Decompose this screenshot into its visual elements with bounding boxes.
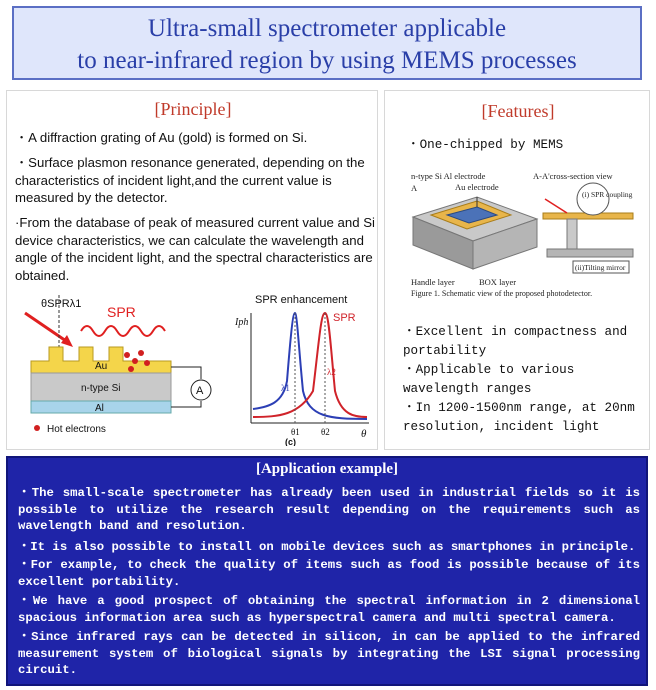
title-line-2: to near-infrared region by using MEMS processes xyxy=(77,47,577,74)
lambda1-label: λ1 xyxy=(281,383,290,393)
fig-label-handle: Handle layer xyxy=(411,277,455,287)
graph-title: SPR enhancement xyxy=(255,294,348,306)
fig-label-section: A-A'cross-section view xyxy=(533,171,613,181)
y-axis-label: Iph xyxy=(235,317,249,328)
graph-spr-label: SPR xyxy=(333,312,356,324)
features-heading: [Features] xyxy=(481,101,555,121)
series-lambda2 xyxy=(253,313,367,417)
application-panel xyxy=(6,456,648,686)
feature-item-1: ・Excellent in compactness and portability xyxy=(403,325,628,358)
application-item-5: ・Since infrared rays can be detected in silicon, in can be applied to the infrared measurement system of biological signals by integrating the LSI signal processing circuit. xyxy=(18,630,640,677)
spr-device-diagram xyxy=(11,291,221,446)
section-light-ray xyxy=(545,199,567,213)
application-item-1: ・The small-scale spectrometer has already been used in industrial fields so it is possible to utilize the research result depending on the requirements such as wavelength band and resolution. xyxy=(18,486,640,533)
application-item-3: ・For example, to check the quality of items such as food is possible because of its excellent portability. xyxy=(18,558,640,589)
section-post xyxy=(567,219,577,249)
al-label: Al xyxy=(95,403,104,414)
theta-label: θSPRλ1 xyxy=(41,298,82,310)
application-item-4: ・We have a good prospect of obtaining the spectral information in 2 dimensional spacious information area such as hyperspectral camera and multi spectral camera. xyxy=(18,594,640,625)
fig-label-au: Au electrode xyxy=(455,182,499,192)
fig-caption: Figure 1. Schematic view of the proposed photodetector. xyxy=(411,289,593,298)
application-item-2: ・It is also possible to install on mobile devices such as smartphones in principle. xyxy=(18,540,636,554)
legend-label: Hot electrons xyxy=(47,424,106,435)
spr-inset xyxy=(577,183,609,215)
theta1-label: θ1 xyxy=(291,427,300,437)
title-line-1: Ultra-small spectrometer applicable xyxy=(147,15,507,42)
x-axis-label: θ xyxy=(361,428,367,440)
fig-label-mirror: (ii)Tilting mirror xyxy=(575,263,626,272)
feature-item-3: ・In 1200-1500nm range, at 20nm resolution, incident light xyxy=(403,401,635,434)
incident-light-arrow xyxy=(25,313,69,343)
fig-label-si: n-type Si Al electrode xyxy=(411,171,486,181)
hot-electron xyxy=(144,360,150,366)
fig-label-a: A xyxy=(411,183,418,193)
fig-caption-wrap xyxy=(411,289,639,311)
one-chip-text: ・One-chipped by MEMS xyxy=(407,138,564,152)
hot-electron xyxy=(132,358,138,364)
panel-label: (c) xyxy=(285,437,296,446)
features-panel xyxy=(384,90,650,450)
features-list xyxy=(403,323,643,437)
principle-panel xyxy=(6,90,378,450)
principle-item-2: ・Surface plasmon resonance generated, depending on the characteristics of incident light,and the current value is measured by the detector. xyxy=(15,155,365,205)
hot-electron xyxy=(138,350,144,356)
spr-enhancement-graph xyxy=(229,291,375,446)
fig-label-box: BOX layer xyxy=(479,277,517,287)
section-base xyxy=(547,249,633,257)
fig-label-spr: (i) SPR coupling xyxy=(582,190,633,199)
plasmon-wave xyxy=(81,326,165,336)
theta2-label: θ2 xyxy=(321,427,330,437)
spr-label: SPR xyxy=(107,304,136,320)
mems-figure xyxy=(407,169,639,311)
hot-electron xyxy=(128,366,134,372)
series-lambda1 xyxy=(253,313,367,419)
arrow-head xyxy=(61,335,73,347)
ammeter-label: A xyxy=(196,385,204,397)
si-label: n-type Si xyxy=(81,383,121,394)
title-banner xyxy=(12,6,642,80)
principle-item-3: ·From the database of peak of measured current value and Si device characteristics, we can calculate the wavelength and angle of the incident light, and the spectral characteristics are obtained. xyxy=(15,215,375,283)
principle-item-1: ・A diffraction grating of Au (gold) is formed on Si. xyxy=(15,130,308,145)
au-label: Au xyxy=(95,361,108,372)
feature-item-2: ・Applicable to various wavelength ranges xyxy=(403,363,575,396)
principle-heading: [Principle] xyxy=(154,99,232,119)
legend-dot-icon xyxy=(34,425,40,431)
lambda2-label: λ2 xyxy=(327,367,336,377)
application-heading: [Application example] xyxy=(255,461,399,477)
hot-electron xyxy=(124,352,130,358)
